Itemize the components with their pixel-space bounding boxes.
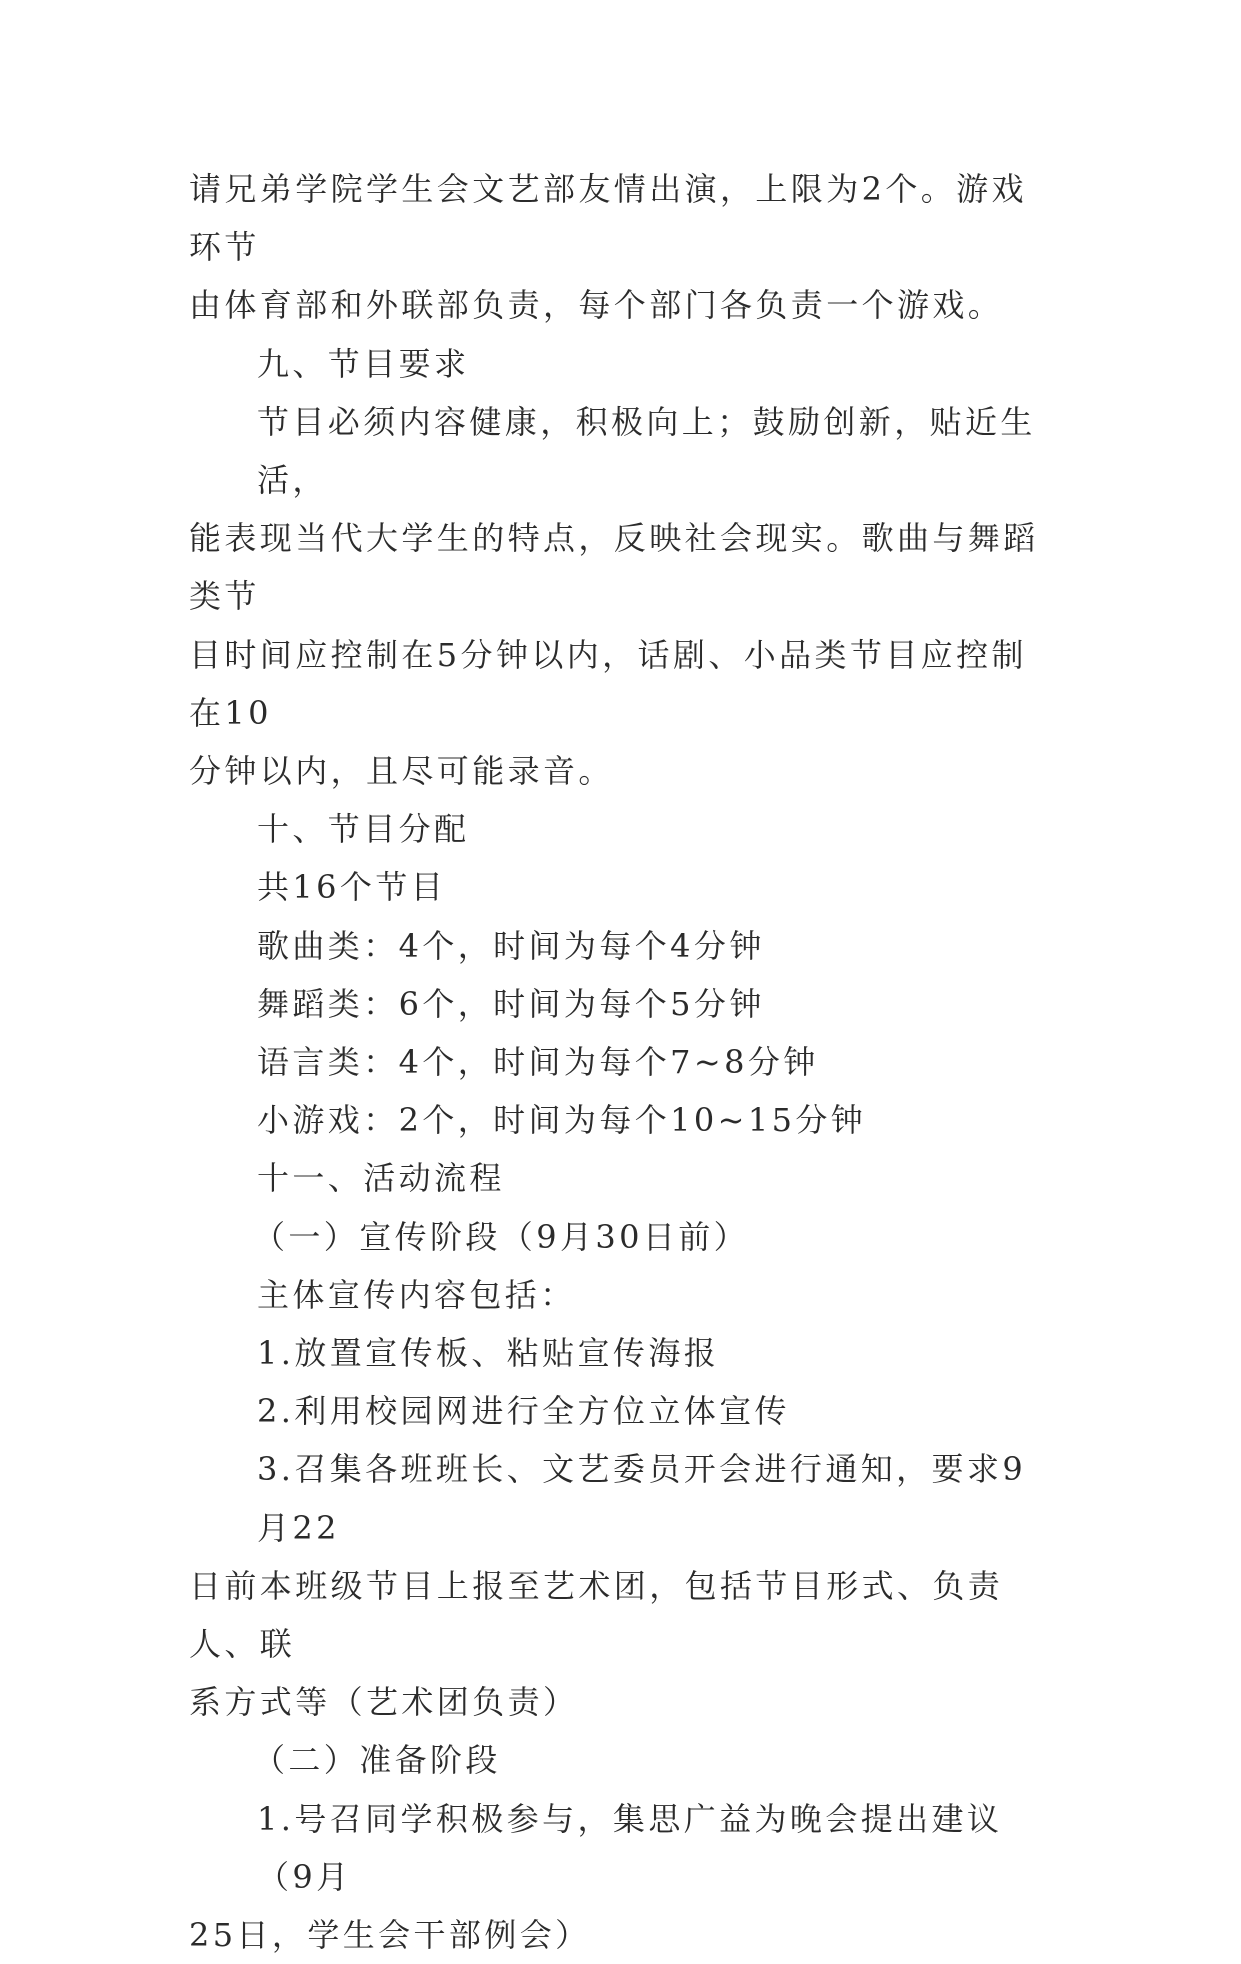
document-body	[189, 160, 1059, 1964]
body-line: 目时间应控制在5分钟以内，话剧、小品类节目应控制在10	[189, 635, 1027, 732]
list-item: 小游戏：2个，时间为每个10~15分钟	[257, 1101, 867, 1140]
list-item: 1.号召同学积极参与，集思广益为晚会提出建议（9月	[257, 1799, 1003, 1896]
body-line: 主体宣传内容包括：	[257, 1275, 576, 1314]
body-line: 系方式等（艺术团负责）	[189, 1683, 579, 1722]
section-heading: 十、节目分配	[257, 810, 470, 849]
body-line: 分钟以内，且尽可能录音。	[189, 752, 614, 791]
section-heading: 九、节目要求	[257, 344, 470, 383]
section-heading: 十一、活动流程	[257, 1159, 505, 1198]
list-item: 2.利用校园网进行全方位立体宣传	[257, 1392, 790, 1431]
list-item: 舞蹈类：6个，时间为每个5分钟	[257, 984, 765, 1023]
subsection-heading: （二）准备阶段	[253, 1741, 501, 1780]
list-item: 3.召集各班班长、文艺委员开会进行通知，要求9月22	[257, 1450, 1027, 1547]
body-line: 节目必须内容健康，积极向上；鼓励创新，贴近生活，	[257, 402, 1036, 500]
list-item: 歌曲类：4个，时间为每个4分钟	[257, 926, 765, 965]
body-line: 由体育部和外联部负责，每个部门各负责一个游戏。	[189, 286, 1004, 325]
body-line: 日前本班级节目上报至艺术团，包括节目形式、负责人、联	[189, 1566, 1004, 1664]
body-line: 能表现当代大学生的特点，反映社会现实。歌曲与舞蹈类节	[189, 519, 1039, 616]
subsection-heading: （一）宣传阶段（9月30日前）	[253, 1217, 750, 1256]
body-line: 请兄弟学院学生会文艺部友情出演，上限为2个。游戏环节	[189, 170, 1027, 267]
body-line: 25日，学生会干部例会）	[189, 1916, 591, 1955]
list-item: 语言类：4个，时间为每个7~8分钟	[257, 1043, 819, 1082]
list-item: 共16个节目	[257, 868, 447, 907]
list-item: 1.放置宣传板、粘贴宣传海报	[257, 1334, 720, 1373]
